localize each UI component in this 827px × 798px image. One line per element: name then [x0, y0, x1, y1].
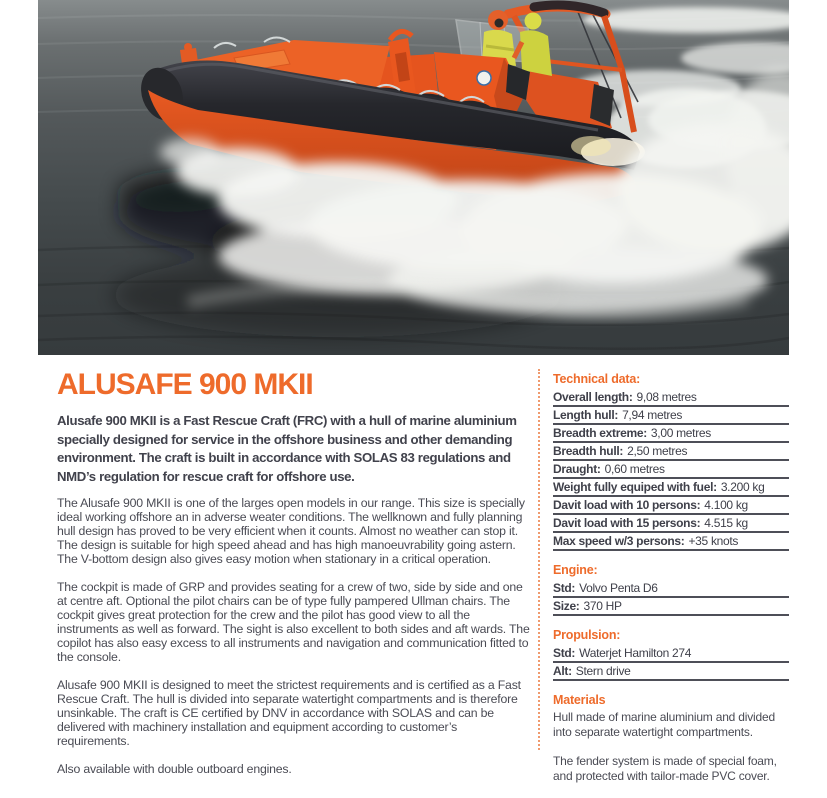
spec-value: Waterjet Hamilton 274 — [579, 646, 692, 660]
materials-paragraph: Hull made of marine aluminium and divided into separate watertight compartments. — [553, 710, 775, 739]
spec-value: 4.515 kg — [704, 516, 748, 530]
dotted-column-divider — [538, 369, 540, 750]
spec-label: Overall length: — [553, 390, 633, 404]
spec-row — [553, 407, 789, 425]
spec-label: Length hull: — [553, 408, 619, 422]
body-paragraph: Alusafe 900 MKII is designed to meet the strictest requirements and is certified as a Fast Rescue Craft. The hull is divided into separate watertight compartments and is therefore unsinkable. The craft is CE certified by DNV in accordance with SOLAS and can be delivered with machinery installation and equipment according to customer’s requirements. — [57, 678, 521, 749]
spec-label: Std: — [553, 581, 576, 595]
spec-label: Alt: — [553, 664, 572, 678]
spec-value: 2,50 metres — [627, 444, 688, 458]
spec-value: 370 HP — [583, 599, 622, 613]
spec-row — [553, 580, 789, 598]
spec-value: 3,00 metres — [650, 426, 711, 440]
spec-label: Draught: — [553, 462, 601, 476]
spec-column — [553, 360, 789, 798]
spec-value: +35 knots — [688, 534, 739, 548]
spec-row — [553, 497, 789, 515]
materials-heading: Materials — [553, 693, 606, 707]
intro-paragraph: Alusafe 900 MKII is a Fast Rescue Craft (FRC) with a hull of marine aluminium specially designed for service in the offshore business and other demanding environment. The craft is built in accordance with SOLAS 83 regulations and NMD’s regulation for rescue craft for offshore use. — [57, 413, 517, 484]
spec-label: Davit load with 15 persons: — [553, 516, 701, 530]
closing-note: Also available with double outboard engines. — [57, 762, 292, 777]
spec-value: 9,08 metres — [636, 390, 697, 404]
spec-row — [553, 443, 789, 461]
spec-row — [553, 533, 789, 551]
spec-value: Stern drive — [575, 664, 631, 678]
spec-row — [553, 479, 789, 497]
spec-label: Weight fully equiped with fuel: — [553, 480, 717, 494]
spec-label: Max speed w/3 persons: — [553, 534, 685, 548]
spec-row — [553, 461, 789, 479]
spec-row — [553, 389, 789, 407]
spec-row — [553, 425, 789, 443]
spec-label: Std: — [553, 646, 576, 660]
page-title: ALUSAFE 900 MKII — [57, 368, 313, 401]
spec-row — [553, 663, 789, 681]
engine-heading: Engine: — [553, 563, 598, 577]
spec-label: Davit load with 10 persons: — [553, 498, 701, 512]
spec-label: Breadth hull: — [553, 444, 624, 458]
spec-row — [553, 598, 789, 616]
boat-photo-illustration — [38, 0, 789, 355]
boat-photo — [38, 0, 789, 355]
spec-value: 0,60 metres — [604, 462, 665, 476]
spec-label: Size: — [553, 599, 580, 613]
spec-value: Volvo Penta D6 — [579, 581, 658, 595]
body-paragraph: The Alusafe 900 MKII is one of the larges open models in our range. This size is specially ideal working offshore an in adverse weater conditions. The wellknown and fully planning hull design has proved to be very efficient when it counts. Almost no weather can stop it. The design is suitable for high speed ahead and has high manoeuvrability going astern. The V-bottom design also gives easy motion when stationary in a critical operation. — [57, 496, 525, 567]
spec-row — [553, 515, 789, 533]
technical-data-heading: Technical data: — [553, 372, 641, 386]
spec-value: 7,94 metres — [622, 408, 683, 422]
body-paragraph: The cockpit is made of GRP and provides seating for a crew of two, side by side and one at centre aft. Optional the pilot chairs can be of type fully pampered Ullman chairs. The cockpit gives great protection for the crew and the pilot has good view to all the instruments as well as forward. The sight is also excellent to both sides and aft wards. The copilot has also easy excess to all instruments and navigation and communication fitted to the console. — [57, 580, 530, 665]
propulsion-heading: Propulsion: — [553, 628, 621, 642]
spec-row — [553, 645, 789, 663]
spec-value: 4.100 kg — [704, 498, 748, 512]
article-column — [57, 358, 530, 776]
spec-value: 3.200 kg — [720, 480, 765, 494]
materials-paragraph: The fender system is made of special foam, and protected with tailor-made PVC cover. — [553, 754, 777, 783]
spec-label: Breadth extreme: — [553, 426, 647, 440]
